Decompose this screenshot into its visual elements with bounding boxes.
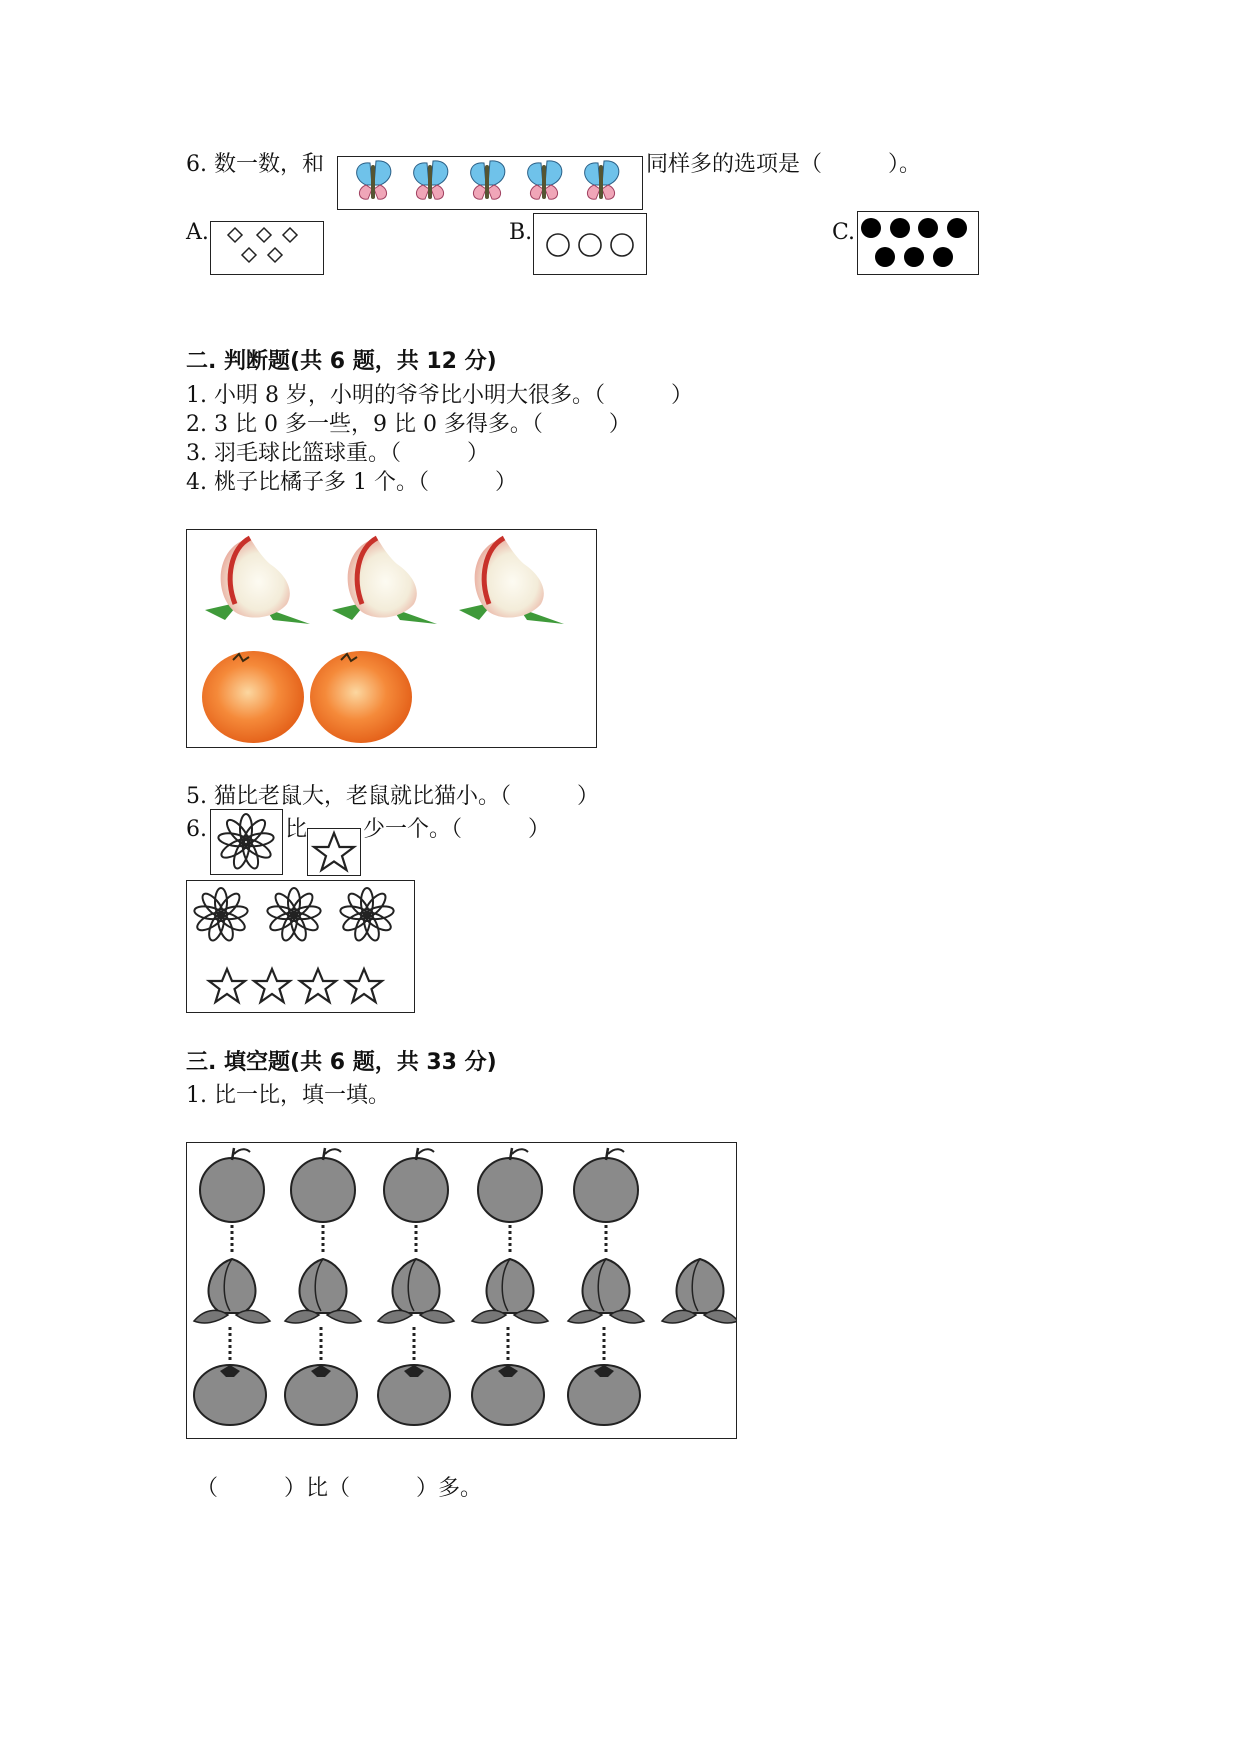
dot-filled-icon [904, 247, 924, 267]
q6-text-after: 同样多的选项是（ ）。 [646, 152, 922, 177]
butterfly-icon [471, 161, 505, 199]
flower-box [210, 809, 283, 875]
butterfly-icon [414, 161, 448, 199]
section2-title: 二. 判断题(共 6 题，共 12 分) [186, 349, 497, 374]
tomato-icon [285, 1365, 357, 1425]
star-icon [209, 969, 245, 1002]
tomato-icon [568, 1365, 640, 1425]
peach-outline-icon [285, 1259, 361, 1323]
dot-filled-icon [890, 218, 910, 238]
butterfly-icons [338, 157, 642, 209]
judge-item-6-suffix: 少一个。（ ） [363, 817, 551, 842]
peach-orange-picture [186, 529, 597, 748]
star-icon [300, 969, 336, 1002]
apple-icon [574, 1148, 638, 1222]
peach-outline-icon [194, 1259, 270, 1323]
diamond-icon [268, 248, 282, 262]
peach-outline-icon [662, 1259, 736, 1323]
butterfly-icon [585, 161, 619, 199]
peach-icon [332, 538, 437, 624]
judge-item-5: 5. 猫比老鼠大，老鼠就比猫小。（ ） [186, 784, 599, 809]
diamond-icon [228, 228, 242, 242]
section3-title: 三. 填空题(共 6 题，共 33 分) [186, 1050, 497, 1075]
judge-item-1: 1. 小明 8 岁，小明的爷爷比小明大很多。（ ） [186, 383, 693, 408]
q6-text-before: 6. 数一数，和 [186, 152, 324, 177]
flower-icon [339, 888, 394, 942]
orange-icon [202, 651, 304, 743]
option-b-label: B. [509, 220, 533, 245]
tomato-icon [378, 1365, 450, 1425]
option-a-label: A. [186, 220, 209, 245]
dot-filled-icon [947, 218, 967, 238]
fill-q1: 1. 比一比，填一填。 [186, 1083, 390, 1108]
option-b-picture [533, 213, 647, 275]
tomato-icon [194, 1365, 266, 1425]
star-box [307, 828, 361, 876]
apple-icon [200, 1148, 264, 1222]
peach-outline-icon [568, 1259, 644, 1323]
circle-outline-icon [579, 234, 601, 256]
diamond-icon [283, 228, 297, 242]
peach-outline-icon [472, 1259, 548, 1323]
orange-icon [310, 651, 412, 743]
judge-item-4: 4. 桃子比橘子多 1 个。（ ） [186, 470, 517, 495]
compare-fruits [187, 1143, 736, 1438]
diamond-icon [257, 228, 271, 242]
judge-item-6-middle: 比 [285, 817, 308, 842]
star-icon [346, 969, 382, 1002]
peach-outline-icon [378, 1259, 454, 1323]
judge-item-2: 2. 3 比 0 多一些，9 比 0 多得多。（ ） [186, 412, 631, 437]
peach-icon [459, 538, 564, 624]
apple-icon [478, 1148, 542, 1222]
dot-filled-icon [861, 218, 881, 238]
butterfly-picture [337, 156, 643, 210]
flower-icon [211, 810, 282, 874]
flower-icon [266, 888, 321, 942]
circle-outline-icon [547, 234, 569, 256]
dot-filled-icon [918, 218, 938, 238]
flowers-stars-picture [186, 880, 415, 1013]
star-icon [254, 969, 290, 1002]
butterfly-icon [357, 161, 391, 199]
judge-item-6-prefix: 6. [186, 817, 207, 842]
judge-item-3: 3. 羽毛球比篮球重。（ ） [186, 441, 489, 466]
diamond-icon [242, 248, 256, 262]
dot-filled-icon [875, 247, 895, 267]
fill-answer-line: （ ）比（ ）多。 [196, 1476, 483, 1501]
option-c-label: C. [832, 220, 856, 245]
star-icon [308, 829, 360, 875]
tomato-icon [472, 1365, 544, 1425]
butterfly-icon [528, 161, 562, 199]
apple-icon [384, 1148, 448, 1222]
flower-icon [193, 888, 248, 942]
apple-icon [291, 1148, 355, 1222]
option-c-picture [857, 211, 979, 275]
peach-icon [205, 538, 310, 624]
circle-outline-icon [611, 234, 633, 256]
compare-picture [186, 1142, 737, 1439]
dot-filled-icon [933, 247, 953, 267]
option-a-picture [210, 221, 324, 275]
